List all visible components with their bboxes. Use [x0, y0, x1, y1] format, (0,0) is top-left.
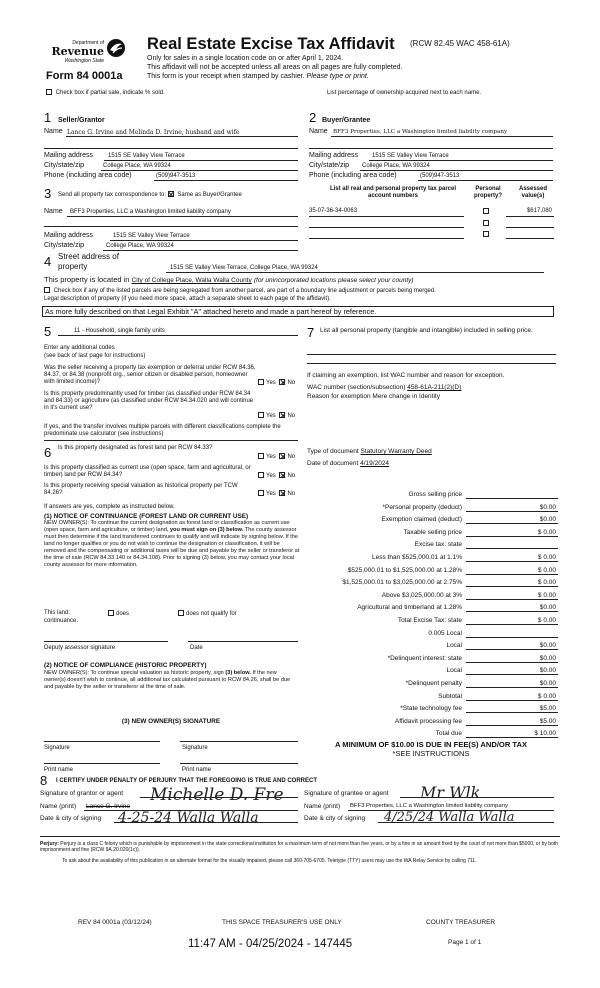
- buyer-city[interactable]: College Place, WA 99324: [362, 163, 430, 169]
- q6-2-yes-checkbox[interactable]: [258, 472, 264, 478]
- does-not-label: does not qualify for: [186, 611, 237, 617]
- section3-mail-line: [110, 240, 298, 241]
- assessed-value[interactable]: $617,080: [526, 208, 552, 214]
- deputy-date-line: [188, 641, 298, 642]
- calc-row-label: *State technology fee: [400, 705, 462, 713]
- minimum-line1: A MINIMUM OF $10.00 IS DUE IN FEE(S) AND/OR TAX: [334, 740, 528, 749]
- section5-bottom-line: [44, 440, 298, 441]
- located-label: This property is located in: [44, 275, 130, 284]
- calc-row-label: Taxable selling price: [403, 528, 462, 536]
- calc-row-label: Gross selling price: [408, 491, 462, 498]
- does-not-checkbox[interactable]: [178, 610, 184, 616]
- q5-1-yes-label: Yes: [266, 380, 276, 386]
- deputy-signature-label: Deputy assessor signature: [44, 645, 116, 651]
- q5-3: If yes, and the transfer involves multiple parcels with different classifications complete the predominate use calculator (see instructions): [44, 424, 281, 437]
- grantee-name-label: Name (print): [304, 803, 341, 810]
- q6-2-no-checkbox[interactable]: [279, 472, 285, 478]
- see-back: (see back of last page for instructions): [44, 353, 146, 359]
- header-line1: Only for sales in a single location code on or after April 1, 2024.: [147, 55, 344, 62]
- footer-treasurer: COUNTY TREASURER: [426, 919, 496, 926]
- q5-2-yes-label: Yes: [266, 413, 276, 419]
- calc-row: [300, 692, 560, 701]
- section4-number: 4: [44, 254, 52, 269]
- calc-row-value: $0.00: [539, 654, 556, 662]
- section3-text-b: Same as Buyer/Grantee: [177, 192, 242, 198]
- seller-mail-line: [104, 160, 298, 161]
- calc-row-value-field[interactable]: [466, 666, 558, 675]
- q6-1-no-label: No: [287, 454, 296, 460]
- calc-row: [300, 515, 560, 524]
- q6-1-yes-checkbox[interactable]: [258, 453, 264, 459]
- q5-1-no-checkbox[interactable]: [279, 379, 285, 385]
- calc-row-value: $ 0.00: [537, 579, 556, 587]
- deputy-sig-line: [44, 641, 168, 642]
- deputy-date-label: Date: [190, 645, 203, 651]
- buyer-mail-line: [369, 160, 553, 161]
- assessed-col-header: Assessed value(s): [518, 186, 548, 199]
- calc-row: [300, 704, 560, 713]
- grantor-date-label: Date & city of signing: [40, 815, 102, 822]
- buyer-name-label: Name: [309, 128, 328, 135]
- section3-number: 3: [44, 186, 52, 201]
- calc-row-value-field[interactable]: [466, 629, 558, 638]
- notice1-text-b: you must sign on (3) below.: [169, 527, 244, 533]
- sig-grantor-label: Signature of grantor or agent: [40, 790, 124, 797]
- street-line: [166, 272, 544, 273]
- section3-city[interactable]: College Place, WA 99324: [106, 243, 174, 249]
- parcel-number[interactable]: 35-07-36-34-0063: [309, 208, 358, 214]
- section3-name-line: [67, 216, 298, 217]
- section6-number: 6: [44, 445, 52, 460]
- section8-number: 8: [40, 773, 48, 788]
- seller-name[interactable]: Lance G. Irvine and Melinda D. Irvine, husband and wife: [67, 129, 240, 136]
- reason-row: [307, 393, 440, 401]
- segregated-text: Check box if any of the listed parcels are being segregated from another parcel, are part of a boundary line adjustment or parcels being merged.: [53, 288, 436, 294]
- doc-type-value[interactable]: Statutory Warranty Deed: [360, 448, 432, 455]
- buyer-extra-line: [309, 148, 553, 149]
- reason-label: Reason for exemption: [307, 393, 371, 400]
- calc-row-label: 0.005 Local: [428, 629, 462, 637]
- doc-date-value[interactable]: 4/19/2024: [360, 460, 390, 467]
- notice1-body: [44, 520, 300, 569]
- section3-name[interactable]: BFF3 Properties, LLC a Washington limited liability company: [70, 209, 231, 215]
- section3-extra-line: [44, 226, 298, 227]
- doc-type-label: Type of document: [307, 448, 359, 455]
- calc-row-value-field[interactable]: [466, 566, 558, 575]
- calc-row-value-field[interactable]: [466, 692, 558, 701]
- seller-phone-line: [154, 180, 298, 181]
- perjury-label: Perjury:: [40, 841, 59, 847]
- calc-row-value-field[interactable]: [466, 515, 558, 524]
- located-value[interactable]: City of College Place, Walla Walla County: [131, 277, 252, 284]
- q6-3: Is this property receiving special valuation as historical property per TCW 84.26?: [44, 483, 238, 496]
- seller-mail-label: Mailing address: [44, 152, 94, 159]
- calc-row-value-field[interactable]: [466, 490, 558, 499]
- footer-space: THIS SPACE TREASURER'S USE ONLY: [222, 919, 342, 926]
- calc-row-value-field[interactable]: [466, 603, 558, 612]
- notice2-text-a: NEW OWNER(S): To continue special valuation as historic property, sign: [44, 670, 224, 676]
- certify-text: I CERTIFY UNDER PENALTY OF PERJURY THAT THE FOREGOING IS TRUE AND CORRECT: [56, 778, 318, 784]
- buyer-mail-label: Mailing address: [309, 152, 359, 159]
- calc-row-value-field[interactable]: [466, 591, 558, 600]
- calc-row: [300, 679, 560, 688]
- calc-row: [300, 616, 560, 625]
- legal-description[interactable]: As more fully described on that Legal Exhibit "A" attached hereto and made a part hereof by reference.: [42, 306, 554, 317]
- q6-3-no-checkbox[interactable]: [279, 490, 285, 496]
- buyer-name-line: [331, 136, 553, 137]
- calc-row-label: Exemption claimed (deduct): [381, 516, 462, 524]
- calc-row-value-field[interactable]: [466, 503, 558, 512]
- calc-row-value-field[interactable]: [466, 641, 558, 650]
- q5-2-yes-checkbox[interactable]: [258, 412, 264, 418]
- header-line3-b: Please type or print.: [306, 73, 369, 80]
- q6-1-options: [258, 453, 295, 461]
- buyer-phone-line: [418, 180, 553, 181]
- calc-row-value-field[interactable]: [466, 540, 558, 549]
- section3-mail[interactable]: 1515 SE Valley View Terrace: [113, 233, 190, 239]
- perjury-text-row: [40, 841, 560, 853]
- minimum-line2: *SEE INSTRUCTIONS: [392, 749, 470, 758]
- availability-text: To ask about the availability of this publication in an alternate format for the visually impaired, please call 360-705-6705. Teletype (TTY) users may use the WA Relay Service by calling 711.: [62, 858, 477, 864]
- doc-type-row: [307, 448, 432, 456]
- calc-row: [300, 490, 560, 499]
- parcel-col-header: List all real and personal property tax parcel account numbers: [329, 186, 457, 199]
- does-label: does: [116, 611, 130, 617]
- section3-text-a: Send all property tax correspondence to:: [58, 192, 167, 198]
- reason-value[interactable]: Mere change in Identity: [372, 393, 440, 400]
- seller-phone-label: Phone (including area code): [44, 172, 132, 179]
- segregated-checkbox[interactable]: [44, 287, 50, 293]
- calc-row: [300, 528, 560, 537]
- q6-1-no-checkbox[interactable]: [279, 453, 285, 459]
- section7-text: List all personal property (tangible and intangible) included in selling price.: [320, 327, 533, 334]
- q5-1-options: [258, 379, 295, 387]
- owner-signature-label-1: Signature: [44, 745, 70, 751]
- calc-row-label: Affidavit processing fee: [394, 717, 462, 725]
- wac-label: WAC number (section/subsection): [307, 384, 406, 391]
- grantee-date-label: Date & city of signing: [304, 815, 366, 822]
- assessed-line-3: [506, 238, 554, 239]
- doc-date-label: Date of document: [307, 460, 359, 467]
- personal-property-checkbox-2[interactable]: [483, 220, 489, 226]
- calc-row-label: Local: [446, 642, 462, 650]
- street-address[interactable]: 1515 SE Valley View Terrace, College Place, WA 99324: [170, 265, 318, 271]
- parcel-line-3: [309, 238, 464, 239]
- seller-city[interactable]: College Place, WA 99324: [103, 163, 171, 169]
- personal-col-header: Personal property?: [473, 186, 502, 199]
- section7-line-2: [307, 363, 556, 364]
- parcel-line-2: [309, 227, 464, 228]
- buyer-section-number: 2: [309, 110, 317, 125]
- q6-2-options: [258, 472, 295, 480]
- calc-row-value-field[interactable]: [466, 717, 558, 726]
- segregated-row: [44, 287, 564, 295]
- section7-number: 7: [307, 325, 315, 340]
- seller-extra-line: [44, 148, 298, 149]
- q6-2-no-label: No: [287, 473, 296, 479]
- calc-row-value: $0.00: [539, 604, 556, 612]
- header-line2: This affidavit will not be accepted unless all areas on all pages are fully completed.: [147, 64, 403, 71]
- buyer-name[interactable]: BFF3 Properties, LLC a Washington limited liability company: [333, 129, 508, 135]
- calc-row-value-field[interactable]: [466, 729, 558, 738]
- seller-name-label: Name: [44, 128, 63, 135]
- calc-row-label: Above $3,025,000.00 at 3%: [381, 591, 462, 599]
- calc-row-value: $ 0.00: [537, 566, 556, 574]
- q5-1-yes-checkbox[interactable]: [258, 379, 264, 385]
- calc-row-value: $0.00: [539, 516, 556, 524]
- calc-row-label: Total Excise Tax: state: [397, 617, 462, 624]
- header-line3: [147, 73, 369, 82]
- q5-2-options: [258, 412, 295, 420]
- section5-number: 5: [44, 324, 52, 339]
- exemption-text: If claiming an exemption, list WAC number and reason for exception.: [307, 372, 505, 379]
- calc-row: [300, 578, 560, 587]
- calc-row-label: *Delinquent interest: state: [387, 654, 462, 662]
- dor-logo: [46, 36, 126, 70]
- calc-row-label: Subtotal: [438, 692, 462, 700]
- dept-name: Revenue: [51, 45, 104, 58]
- q6-3-no-label: No: [287, 491, 296, 497]
- notice1-text-c: The county assessor must then determine if the land transferred continues to qualify and will indicate by signing below. If the land no longer qualifies or you do not wish to continue the designation or classification, it will be removed and the compensating or additional taxes will be due and payable by the seller or transferor at the time of sale (RCW 84.33.140 or 84.34.108). Prior to signing (3) below, you may contact your local county assessor for more information.: [44, 527, 300, 568]
- q6-3-yes-checkbox[interactable]: [258, 490, 264, 496]
- calc-row-value: $0.00: [539, 680, 556, 687]
- calc-row-label: Total due: [435, 730, 462, 738]
- street-label-a: Street address of: [58, 252, 119, 261]
- notice2-text-b: (3) below.: [225, 670, 251, 676]
- section3-city-label: City/state/zip: [44, 242, 85, 249]
- partial-sale-checkbox[interactable]: [46, 89, 52, 95]
- q6-3-yes-label: Yes: [266, 491, 276, 497]
- assessed-line-2: [506, 227, 554, 228]
- calc-row: [300, 641, 560, 650]
- seller-heading: Seller/Grantor: [58, 117, 105, 124]
- seller-mail[interactable]: 1515 SE Valley View Terrace: [108, 153, 185, 159]
- continuance-label: continuance.: [44, 618, 79, 624]
- calc-row-value-field[interactable]: [466, 528, 558, 537]
- section7-line-1: [307, 354, 556, 355]
- calc-row-label: Local: [446, 667, 462, 675]
- grantor-name[interactable]: Lance G. Irvine: [86, 803, 131, 810]
- notice1-text-a: NEW OWNER(S): To continue the current designation as forest land or classification as current use (open space, farm and agriculture, or timber) land,: [44, 520, 290, 533]
- calc-row-value: $5.00: [539, 717, 556, 725]
- parcel-line-1: [309, 216, 464, 217]
- form-number: Form 84 0001a: [46, 70, 123, 82]
- footer-rev: REV 84 0001a (03/12/24): [78, 919, 152, 926]
- seller-city-label: City/state/zip: [44, 162, 85, 169]
- calc-row: [300, 566, 560, 575]
- seller-section-number: 1: [44, 110, 52, 125]
- header-line3-a: This form is your receipt when stamped by cashier.: [147, 73, 305, 80]
- calc-row-value: $5.00: [539, 705, 556, 713]
- calc-row-label: Less than $525,000.01 at 1.1%: [372, 554, 462, 561]
- calc-row: [300, 629, 560, 638]
- section3-city-line: [103, 250, 298, 251]
- buyer-city-line: [360, 170, 553, 171]
- calc-row: [300, 540, 560, 549]
- grantor-handwritten-signature: Michelle D. Fre: [150, 785, 284, 805]
- dept-line1: Department of: [72, 40, 104, 46]
- calc-row-label: $525,000.01 to $1,525,000.00 at 1.28%: [347, 566, 462, 574]
- form-title: Real Estate Excise Tax Affidavit: [147, 35, 395, 53]
- calc-row-value-field[interactable]: [466, 578, 558, 587]
- if-yes-text: If answers are yes, complete as instructed below.: [44, 504, 175, 510]
- q5-2-no-label: No: [287, 413, 296, 419]
- partial-sale-label: Check box if partial sale, indicate % sold.: [55, 90, 165, 96]
- use-code-line: [58, 335, 298, 336]
- calc-row-value: $ 10.00: [534, 730, 556, 738]
- calc-row: [300, 717, 560, 726]
- additional-codes: Enter any additional codes: [44, 345, 115, 351]
- calc-row-value: $ 0.00: [537, 617, 556, 624]
- section3-text: [58, 191, 242, 199]
- partial-sale-row: [46, 89, 165, 97]
- q6-2-yes-label: Yes: [266, 473, 276, 479]
- same-as-buyer-checkbox[interactable]: [168, 191, 174, 197]
- does-not-option: [178, 610, 237, 618]
- ownership-text: List percentage of ownership acquired next to each name.: [327, 90, 482, 96]
- buyer-heading: Buyer/Grantee: [322, 117, 371, 124]
- calc-row: [300, 603, 560, 612]
- q5-2: Is this property predominantly used for timber (as classified under RCW 84.34 and 84.33) or agriculture (as classified under RCW 84.34.020 and will continue in it's current use?: [44, 391, 254, 411]
- calc-row-value-field[interactable]: [466, 679, 558, 688]
- perjury-text: Perjury is a class C felony which is punishable by imprisonment in the state correctional institution for a maximum term of not more than five years, or by a fine in an amount fixed by the court of not more than $5000, or by both imprisonment and fine (RCW 9A.20.020(1c)).: [40, 841, 559, 853]
- notice2-title: (2) NOTICE OF COMPLIANCE (HISTORIC PROPERTY): [44, 662, 207, 669]
- seller-phone[interactable]: (509)947-3513: [156, 173, 196, 179]
- owner-signature-label-2: Signature: [182, 745, 208, 751]
- buyer-phone[interactable]: (509)947-3513: [420, 173, 460, 179]
- owner-print-label-2: Print name: [182, 767, 212, 773]
- calc-row: [300, 591, 560, 600]
- wac-row: [307, 384, 461, 392]
- calc-row-value: $ 0.00: [537, 528, 556, 536]
- grantor-handwritten-date: 4-25-24 Walla Walla: [118, 810, 259, 826]
- legal-label: Legal description of property (if you need more space, attach a separate sheet to each page of the affidavit).: [44, 296, 331, 302]
- footer-stamp: 11:47 AM - 04/25/2024 - 147445: [188, 938, 353, 950]
- owner-sig-line-2: [180, 741, 298, 742]
- calc-row-value: $ 0.00: [537, 591, 556, 599]
- owner-print-label-1: Print name: [44, 767, 74, 773]
- q6-1-yes-label: Yes: [266, 454, 276, 460]
- seller-city-line: [101, 170, 298, 171]
- notice2-body: [44, 670, 300, 691]
- calc-row-value-field[interactable]: [466, 704, 558, 713]
- sig-grantee-label: Signature of grantee or agent: [304, 790, 389, 797]
- doc-date-row: [307, 460, 389, 468]
- calc-row-value-field[interactable]: [466, 553, 558, 562]
- calc-row-value: $0.00: [539, 667, 556, 675]
- section3-mail-label: Mailing address: [44, 232, 94, 239]
- grantor-name-label: Name (print): [40, 803, 77, 810]
- calc-row: [300, 553, 560, 562]
- notice1-title: (1) NOTICE OF CONTINUANCE (FOREST LAND OR CURRENT USE): [44, 513, 249, 520]
- q6-1: Is this property designated as forest land per RCW 84.33?: [58, 445, 213, 451]
- notice2-text-c: If the new owner(s) doesn't wish to continue, all additional tax calculated pursuant to RCW 84.26, shall be due and payable by the seller or transferor at the time of sale.: [44, 670, 291, 690]
- calc-row-value-field[interactable]: [466, 654, 558, 663]
- does-option: [108, 610, 129, 618]
- calc-row-label: *Delinquent penalty: [405, 680, 462, 687]
- personal-property-checkbox-3[interactable]: [483, 231, 489, 237]
- assessed-line-1: [506, 216, 554, 217]
- personal-property-checkbox-1[interactable]: [483, 208, 489, 214]
- calc-row-label: Excise tax: state: [414, 541, 462, 549]
- section3-name-label: Name: [44, 208, 63, 215]
- new-owner-signature-heading: (3) NEW OWNER(S) SIGNATURE: [121, 718, 221, 725]
- calc-row: [300, 503, 560, 512]
- q6-3-options: [258, 490, 295, 498]
- does-checkbox[interactable]: [108, 610, 114, 616]
- calc-row: [300, 666, 560, 675]
- calc-row-label: Agricultural and timberland at 1.28%: [357, 604, 462, 612]
- buyer-mail[interactable]: 1515 SE Valley View Terrace: [372, 153, 449, 159]
- located-note: (for unincorporated locations please select your county): [253, 277, 414, 284]
- calc-row-value: $0.00: [539, 642, 556, 650]
- footer-page: Page 1 of 1: [448, 939, 482, 946]
- buyer-phone-label: Phone (including area code): [309, 172, 397, 179]
- grantee-name[interactable]: BFF3 Properties, LLC a Washington limited liability company: [350, 803, 508, 809]
- buyer-city-label: City/state/zip: [309, 162, 350, 169]
- this-land-label: This land:: [44, 610, 71, 616]
- owner-print-line-1: [44, 763, 160, 764]
- grantee-handwritten-signature: Mr Wlk: [420, 783, 481, 802]
- q5-1-no-label: No: [287, 380, 296, 386]
- perjury-divider: [40, 836, 560, 837]
- owner-print-line-2: [180, 763, 298, 764]
- q5-2-no-checkbox[interactable]: [279, 412, 285, 418]
- calc-row: [300, 654, 560, 663]
- q6-2: Is this property classified as current use (open space, farm and agricultural, or timber) land per RCW 84.34?: [44, 465, 251, 478]
- calc-row-label: *Personal property (deduct): [382, 503, 462, 511]
- street-label-b: property: [58, 262, 88, 271]
- form-citation: (RCW 82.45 WAC 458-61A): [410, 39, 510, 48]
- wac-number[interactable]: 458-61A-211(2)(D): [407, 384, 462, 391]
- q5-1: Was the seller receiving a property tax exemption or deferral under RCW 84.36, 84.37, or 84.38 (nonprofit org., senior citizen or disabled person, homeowner with limited income)?: [44, 365, 256, 385]
- calc-row-value: $0.00: [539, 503, 556, 511]
- use-code[interactable]: 11 - Household, single family units: [74, 328, 165, 334]
- dept-state: Washington State: [64, 58, 104, 64]
- owner-sig-line-1: [44, 741, 160, 742]
- located-row: [44, 276, 414, 286]
- calc-row-value: $ 0.00: [537, 554, 556, 561]
- dor-emblem-icon: [106, 38, 126, 58]
- calc-row: [300, 729, 560, 738]
- grantee-handwritten-date: 4/25/24 Walla Walla: [384, 810, 515, 825]
- calc-row-value: $ 0.00: [537, 692, 556, 700]
- calc-row-label: $1,525,000.01 to $3,025,000.00 at 2.75%: [342, 579, 462, 587]
- calc-row-value-field[interactable]: [466, 616, 558, 625]
- seller-name-line: [66, 136, 298, 137]
